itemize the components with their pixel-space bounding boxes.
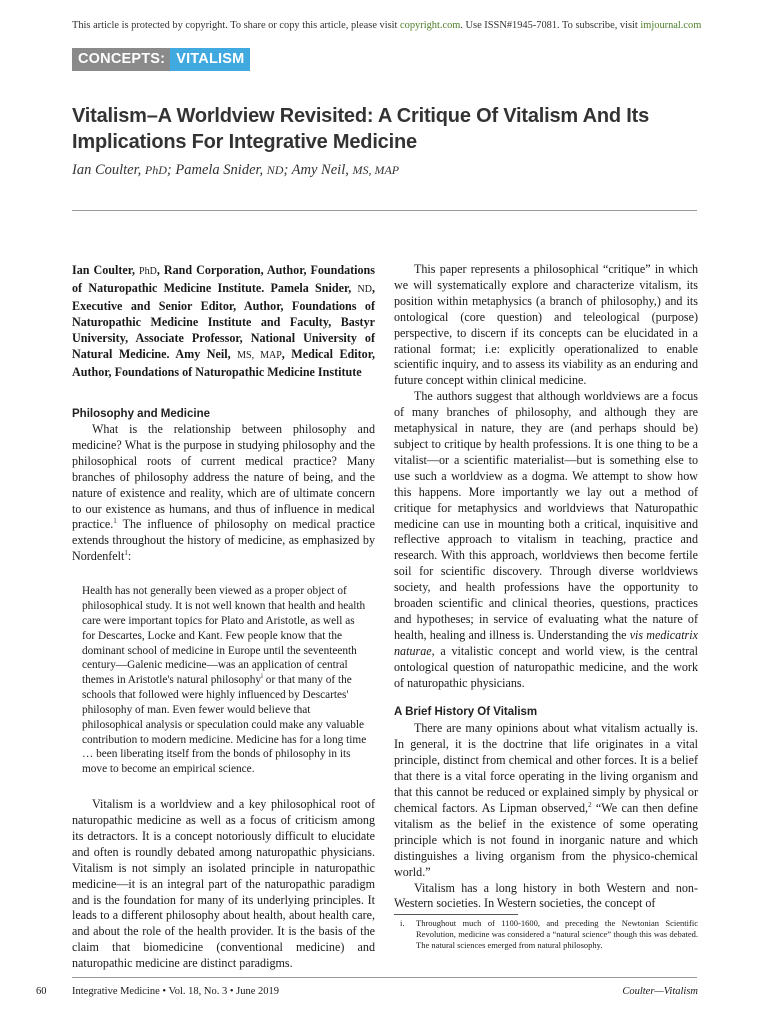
footer-divider [72,977,697,978]
journal-citation: Integrative Medicine • Vol. 18, No. 3 • June 2019 [72,986,280,997]
copyright-link[interactable]: copyright.com [400,20,461,31]
subscribe-link[interactable]: imjournal.com [640,20,702,31]
copyright-notice [72,20,702,31]
latin-term: vis medicatrix naturae [394,627,698,658]
author-affiliations: Ian Coulter, PhD, Rand Corporation, Author, Foundations of Naturopathic Medicine Institute. Pamela Snider, ND, Executive and Senior Editor, Author, Foundations of Naturopathic Medicine Institute and Faculty, Bastyr University, Associate Professor, National University of Natural Medicine. Amy Neil, MS, MAP, Medical Editor, Author, Foundations of Naturopathic Medicine Institute [72,263,375,379]
citation-ref[interactable]: 2 [588,800,592,809]
footnote-divider [394,914,518,915]
article-title: Vitalism–A Worldview Revisited: A Critique Of Vitalism And Its Implications For Integrative Medicine [72,105,649,153]
body-paragraph: The authors suggest that although worldviews are a focus of many branches of philosophy, and although they are metaphysical in nature, they are (and perhaps should be) subject to critique by health professions. It is one thing to be a vitalist—or a scientific materialist—but is something else to use such a worldview as a dogma. We attempt to show how this happens. More importantly we lay out a method of critique for metaphysics and worldviews that Naturopathic medicine can use in mounting both a critical, inquisitive and reflective approach to vitalism in teaching, practice and research. With this approach, worldviews then become fertile soil for scientific discovery. Through diverse worldviews society, and health professions have the opportunity to broaden scientific and clinical theories, questions, practices and hypotheses; in service of evaluating what the nature of health, healing and illness is. Understanding the vis medicatrix naturae, a vitalistic concept and world view, is the central ontological question of naturopathic medicine, and the work of naturopathic physicians. [394,389,698,690]
citation-ref[interactable]: 1 [113,517,117,526]
header-divider [72,210,697,211]
body-paragraph: What is the relationship between philosophy and medicine? What is the purpose in studying philosophy and the philosophical roots of current medical practice? Many branches of philosophy address the nature of being, and the nature of existence and reality, which are of ultimate concern to our existence as humans, and thus of influence in medical practice.$^1$ The influence of philosophy on medical practice extends throughout the history of medicine, as emphasized by Nordenfelt$^1$: [72,422,375,564]
section-topic: VITALISM [170,48,250,71]
notice-text-1: This article is protected by copyright. To share or copy this article, please visit [72,20,401,31]
author-separator: ; [166,162,176,178]
section-banner [72,48,250,71]
footnote-ref[interactable]: i [261,672,263,681]
author-name: Ian Coulter, [72,162,145,178]
section-heading-history: A Brief History Of Vitalism [394,706,538,719]
body-paragraph: Vitalism has a long history in both Western and non-Western societies. In Western societies, the concept of [394,880,698,911]
author-separator: ; [283,162,292,178]
author-name: Pamela Snider, [175,162,267,178]
author-name: Amy Neil, [291,162,353,178]
page-number: 60 [36,986,47,997]
right-column [394,262,698,912]
author-credential: ND [266,163,284,177]
footnote-text: Throughout much of 1100-1600, and preceding the Newtonian Scientific Revolution, medicine was considered a “natural science” though this was debated. The natural sciences emerged from natural philosophy. [416,918,698,950]
body-paragraph: This paper represents a philosophical “critique” in which we will systematically explore and characterize vitalism, its position within metaphysics (a branch of philosophy,) and its ontological (core question) and teleological (purpose) perspective, to discern if its concepts can be elucidated in a rational format; i.e: explicitly operationalized to enable scientific inquiry, and to assess its viability as an enduring and future concept within clinical medicine. [394,262,698,388]
citation-ref[interactable]: 1 [124,549,128,558]
author-credential: MS, MAP [352,163,400,177]
left-column [72,262,375,972]
section-heading-philosophy: Philosophy and Medicine [72,408,211,420]
author-credential: PhD [144,163,167,177]
body-paragraph: Vitalism is a worldview and a key philosophical root of naturopathic medicine as well as a focus of criticism among its detractors. It is a concept notoriously difficult to elucidate and often is roundly debated among naturopathic physicians. Vitalism is not simply an isolated principle in naturopathic medicine—it is an integral part of the naturopathic paradigm and is the foundation for many of its underlying principles. It leads to a different philosophy about health, about health care, and about the role of the health provider. It is the basis of the claim that biomedicine (conventional medicine) and naturopathic medicine are distinct paradigms. [72,797,375,971]
running-head: Coulter—Vitalism [622,986,698,997]
section-label: CONCEPTS: [72,48,170,71]
body-paragraph: There are many opinions about what vitalism actually is. In general, it is the doctrine that life originates in a vital principle, distinct from chemical and other forces. It is a belief that there is a vital force operating in the living organism and that this cannot be reduced or explained simply by physical or chemical factors. As Lipman observed,$^2$ “We can then define vitalism as the belief in the existence of some operating principle which is not found in inorganic nature and which distinguishes a living organism from the physico-chemical world.” [394,721,698,879]
footnote-number: i. [400,918,405,928]
notice-text-2: . Use ISSN#1945-7081. To subscribe, visit [460,20,641,31]
footnote [394,918,698,951]
author-line [72,162,399,179]
block-quote: Health has not generally been viewed as a proper object of philosophical study. It is not well known that health and health care were important topics for Plato and Aristotle, as well as for Descartes, Locke and Kant. Few people know that the dominant school of medicine in Europe until the seventeenth century—Galenic medicine—was an application of central themes in Aristotle's natural philosophy$^i$ or that many of the schools that followed were highly influenced by Descartes' philosophy of man. Even fewer would believe that philosophical analysis or speculation could make any valuable contribution to modern medicine. Medicine has for a long time … been liberating itself from the bonds of philosophy in its move to become an empirical science. [82,585,367,776]
